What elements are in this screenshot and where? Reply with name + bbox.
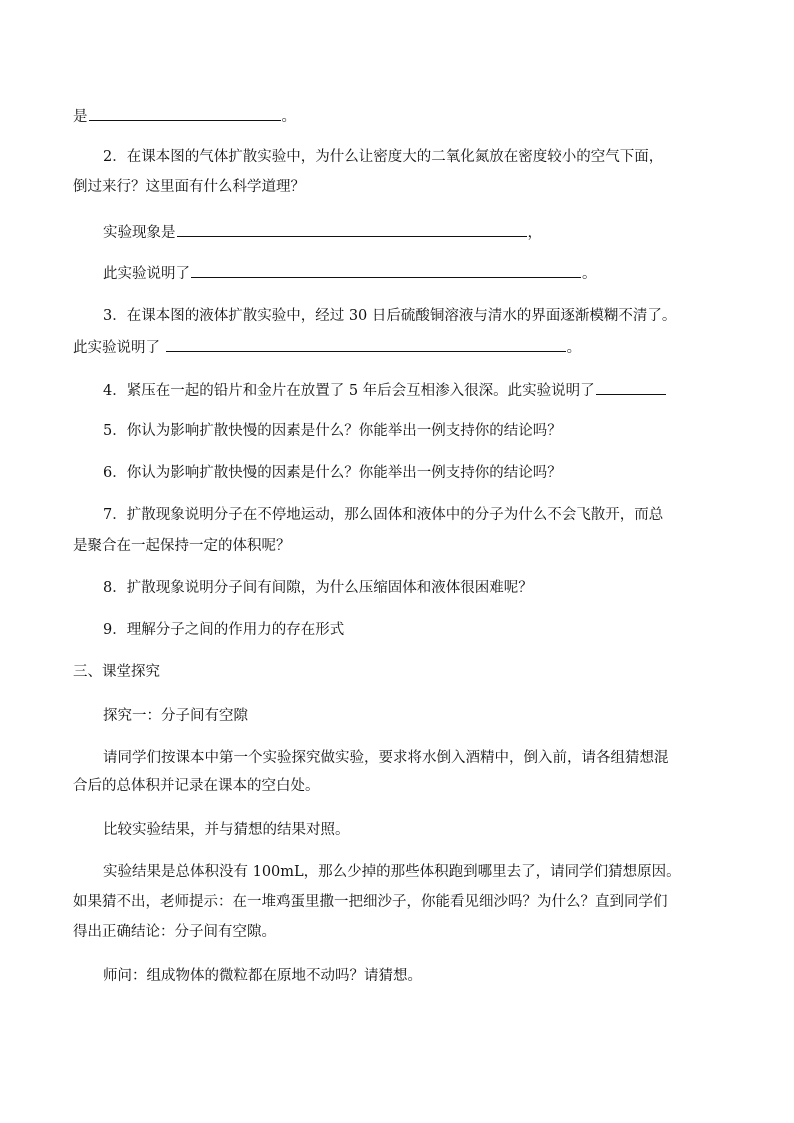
question-7-line2: 是聚合在一起保持一定的体积呢？ [73, 538, 291, 554]
line-suffix: 。 [566, 340, 582, 356]
question-9: 9．理解分子之间的作用力的存在形式 [103, 622, 345, 638]
question-2-line1: 2．在课本图的气体扩散实验中，为什么让密度大的二氧化氮放在密度较小的空气下面， [103, 149, 664, 165]
paragraph-2: 比较实验结果，并与猜想的结果对照。 [103, 822, 350, 838]
line-suffix: 。 [582, 266, 597, 282]
paragraph-3-line1: 实验结果是总体积没有 100mL，那么少掉的那些体积跑到哪里去了，请同学们猜想原因。 [103, 864, 681, 880]
question-7-line1: 7．扩散现象说明分子在不停地运动，那么固体和液体中的分子为什么不会飞散开，而总 [103, 507, 664, 523]
fill-blank[interactable] [166, 336, 566, 352]
paragraph-1-line2: 合后的总体积并记录在课本的空白处。 [73, 778, 320, 794]
paragraph-1-line1: 请同学们按课本中第一个实验探究做实验，要求将水倒入酒精中，倒入前，请各组猜想混 [103, 750, 669, 766]
fill-blank[interactable] [177, 221, 527, 237]
paragraph-3-line2: 如果猜不出，老师提示：在一堆鸡蛋里撒一把细沙子，你能看见细沙吗？为什么？直到同学们 [73, 894, 668, 910]
line-prefix: 4．紧压在一起的铅片和金片在放置了 5 年后会互相渗入很深。此实验说明了 [103, 383, 595, 399]
question-5: 5．你认为影响扩散快慢的因素是什么？你能举出一例支持你的结论吗？ [103, 423, 562, 439]
question-8: 8．扩散现象说明分子间有间隙，为什么压缩固体和液体很困难呢？ [103, 580, 533, 596]
question-2-line2: 倒过来行？这里面有什么科学道理？ [73, 179, 305, 195]
question-3-conclusion [73, 336, 733, 358]
question-2-conclusion [103, 262, 733, 284]
line-suffix: ， [527, 225, 542, 241]
question-3-line1: 3．在课本图的液体扩散实验中，经过 30 日后硫酸铜溶液与清水的界面逐渐模糊不清了。 [103, 308, 677, 324]
answer-line-prev [73, 105, 733, 127]
line-prefix: 是 [73, 109, 88, 125]
fill-blank[interactable] [191, 262, 581, 278]
question-6: 6．你认为影响扩散快慢的因素是什么？你能举出一例支持你的结论吗？ [103, 465, 562, 481]
question-2-phenomenon [103, 221, 733, 243]
fill-blank[interactable] [89, 105, 281, 121]
paragraph-4: 师问：组成物体的微粒都在原地不动吗？请猜想。 [103, 968, 422, 984]
paragraph-3-line3: 得出正确结论：分子间有空隙。 [73, 924, 276, 940]
fill-blank[interactable] [596, 379, 666, 395]
exploration-1-title: 探究一：分子间有空隙 [103, 708, 248, 724]
line-prefix: 实验现象是 [103, 225, 176, 241]
line-prefix: 此实验说明了 [103, 266, 190, 282]
section-heading: 三、课堂探究 [73, 664, 160, 680]
question-4 [103, 379, 733, 401]
line-suffix: 。 [281, 109, 296, 125]
line-prefix: 此实验说明了 [73, 340, 165, 356]
